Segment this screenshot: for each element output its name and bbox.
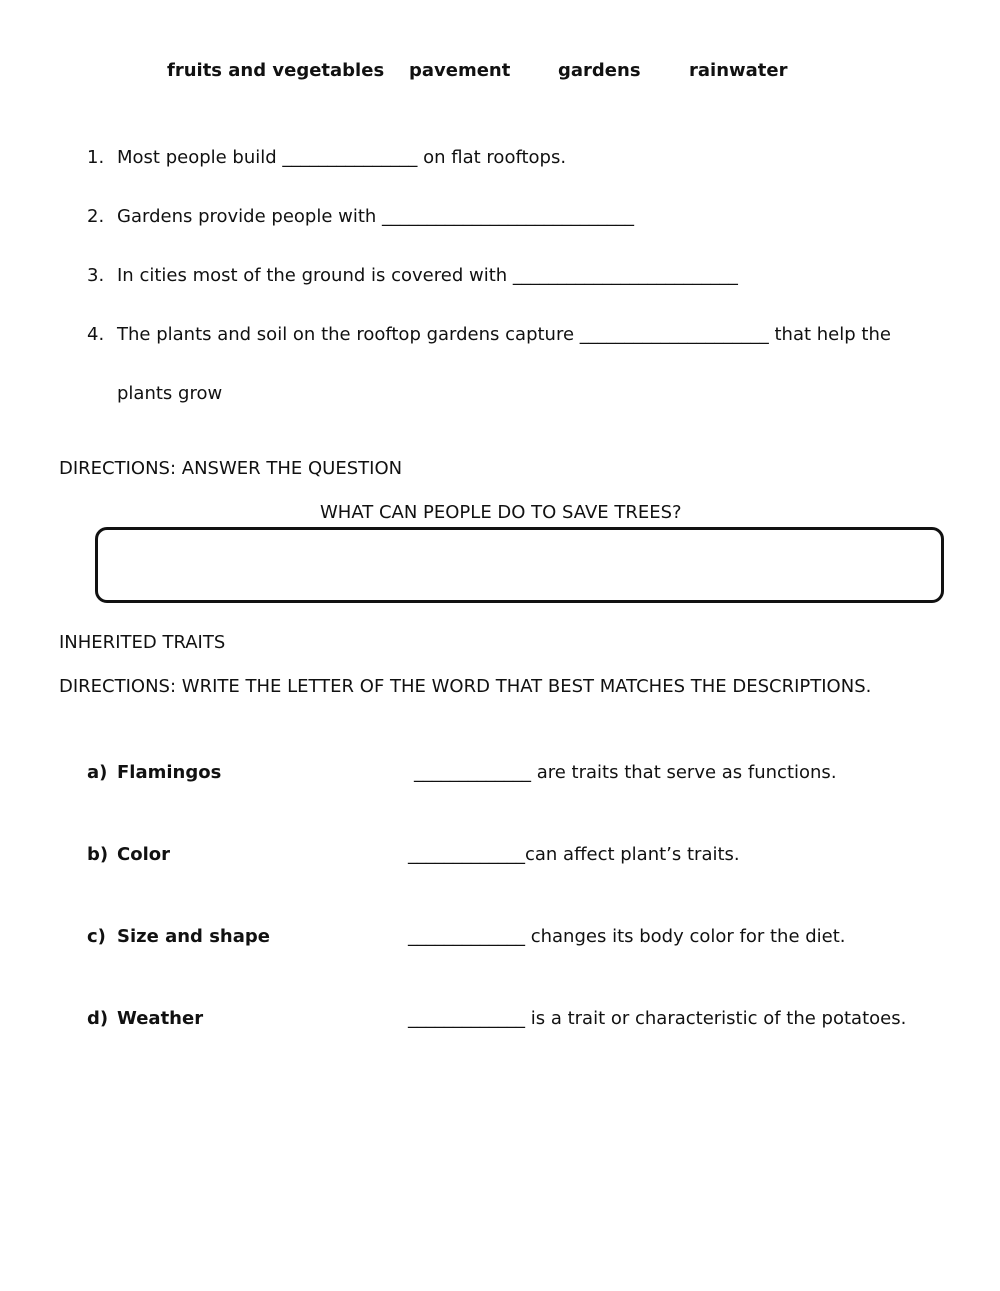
match-word: Flamingos (117, 762, 222, 783)
question-text: Gardens provide people with ____________________________ (117, 206, 635, 227)
question-text: Most people build _______________ on flat rooftops. (117, 147, 567, 168)
match-description: _____________ are traits that serve as functions. (414, 762, 837, 783)
directions-match: DIRECTIONS: WRITE THE LETTER OF THE WORD THAT BEST MATCHES THE DESCRIPTIONS. (59, 676, 872, 697)
question-heading: WHAT CAN PEOPLE DO TO SAVE TREES? (320, 502, 682, 523)
question-number: 2. (87, 206, 105, 227)
match-word: Weather (117, 1008, 204, 1029)
directions-answer: DIRECTIONS: ANSWER THE QUESTION (59, 458, 403, 479)
question-number: 1. (87, 147, 105, 168)
question-text: In cities most of the ground is covered with _________________________ (117, 265, 738, 286)
match-letter: c) (87, 926, 106, 947)
match-description: _____________can affect plant’s traits. (408, 844, 740, 865)
word-bank-item: fruits and vegetables (167, 60, 385, 81)
match-word: Color (117, 844, 170, 865)
question-continuation: plants grow (117, 383, 223, 404)
match-letter: b) (87, 844, 109, 865)
answer-box[interactable] (95, 527, 944, 603)
question-number: 4. (87, 324, 105, 345)
match-description: _____________ changes its body color for the diet. (408, 926, 846, 947)
word-bank-item: rainwater (689, 60, 788, 81)
match-word: Size and shape (117, 926, 270, 947)
match-description: _____________ is a trait or characteristic of the potatoes. (408, 1008, 907, 1029)
question-number: 3. (87, 265, 105, 286)
word-bank-item: pavement (409, 60, 511, 81)
question-text: The plants and soil on the rooftop gardens capture _____________________ that help the (117, 324, 891, 345)
match-letter: a) (87, 762, 108, 783)
section-title: INHERITED TRAITS (59, 632, 226, 653)
match-letter: d) (87, 1008, 109, 1029)
word-bank-item: gardens (558, 60, 641, 81)
